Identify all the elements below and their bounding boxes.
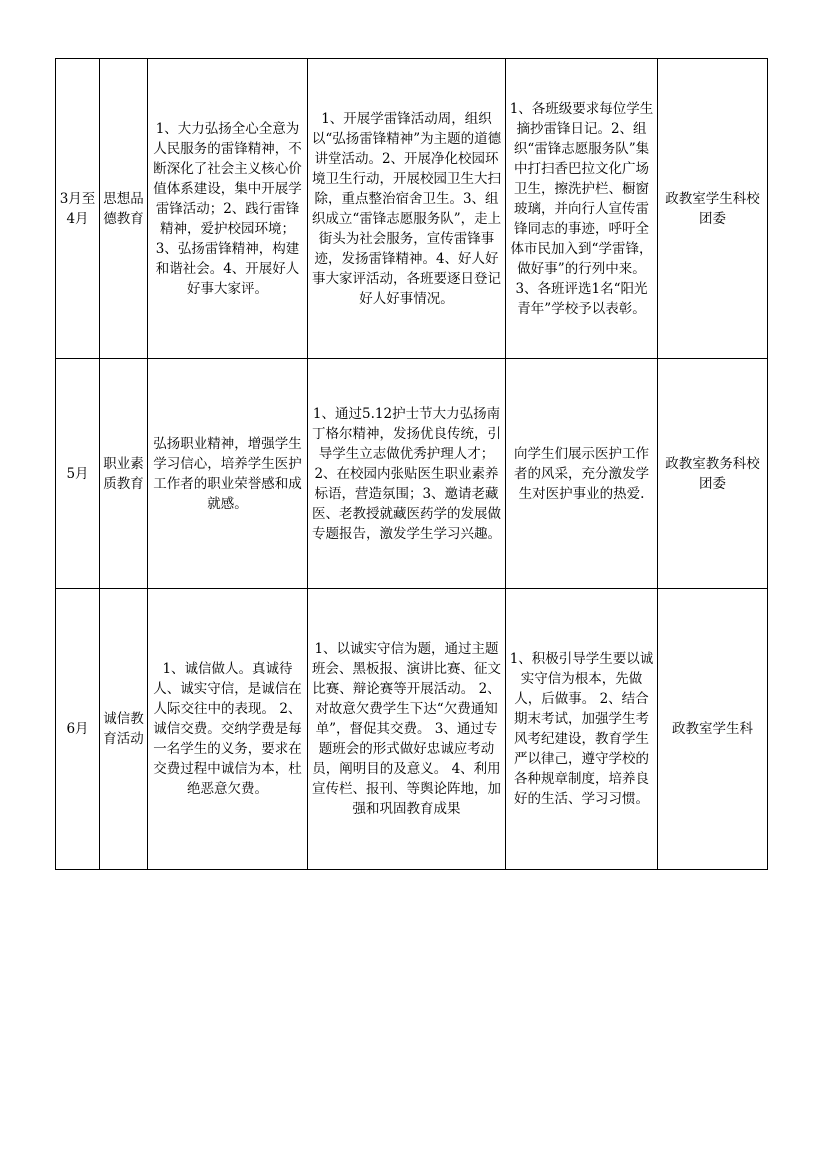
- education-plan-table: [55, 58, 768, 870]
- goal-cell: 1、诚信做人。真诚待人、诚实守信，是诚信在人际交往中的表现。 2、诚信交费。交纳学费是每一名学生的义务，要求在交费过程中诚信为本，杜绝恶意欠费。: [148, 589, 308, 870]
- requirement-cell: 1、积极引导学生要以诚实守信为根本，先做人，后做事。 2、结合期末考试，加强学生考风考纪建设，教育学生严以律己，遵守学校的各种规章制度，培养良好的生活、学习习惯。: [506, 589, 658, 870]
- topic-cell: 职业素质教育: [100, 359, 148, 589]
- department-cell: 政教室教务科校团委: [658, 359, 768, 589]
- department-cell: 政教室学生科校团委: [658, 59, 768, 359]
- goal-cell: 1、大力弘扬全心全意为人民服务的雷锋精神，不断深化了社会主义核心价值体系建设，集中开展学雷锋活动；2、践行雷锋精神，爱护校园环境；3、弘扬雷锋精神，构建和谐社会。4、开展好人好事大家评。: [148, 59, 308, 359]
- table-row: [56, 359, 768, 589]
- table-row: [56, 59, 768, 359]
- goal-cell: 弘扬职业精神，增强学生学习信心，培养学生医护工作者的职业荣誉感和成就感。: [148, 359, 308, 589]
- topic-cell: 诚信教育活动: [100, 589, 148, 870]
- activity-cell: 1、通过5.12护士节大力弘扬南丁格尔精神，发扬优良传统，引导学生立志做优秀护理人才；2、在校园内张贴医生职业素养标语，营造氛围；3、邀请老藏医、老教授就藏医药学的发展做专题报告，激发学生学习兴趣。: [308, 359, 506, 589]
- month-cell: 3月至4月: [56, 59, 100, 359]
- department-cell: 政教室学生科: [658, 589, 768, 870]
- activity-cell: 1、以诚实守信为题，通过主题班会、黑板报、演讲比赛、征文比赛、辩论赛等开展活动。 2、对故意欠费学生下达“欠费通知单”，督促其交费。 3、通过专题班会的形式做好忠诚应考动员，阐明目的及意义。 4、利用宣传栏、报刊、等舆论阵地，加强和巩固教育成果: [308, 589, 506, 870]
- table-row: [56, 589, 768, 870]
- requirement-cell: 1、各班级要求每位学生摘抄雷锋日记。2、组织“雷锋志愿服务队”集中打扫香巴拉文化广场卫生，擦洗护栏、橱窗玻璃，并向行人宣传雷锋同志的事迹，呼吁全体市民加入到“学雷锋，做好事”的行列中来。3、各班评选1名“阳光青年”学校予以表彰。: [506, 59, 658, 359]
- requirement-cell: 向学生们展示医护工作者的风采，充分激发学生对医护事业的热爱.: [506, 359, 658, 589]
- month-cell: 6月: [56, 589, 100, 870]
- month-cell: 5月: [56, 359, 100, 589]
- activity-cell: 1、开展学雷锋活动周，组织以“弘扬雷锋精神”为主题的道德讲堂活动。2、开展净化校园环境卫生行动，开展校园卫生大扫除，重点整治宿舍卫生。3、组织成立“雷锋志愿服务队”，走上街头为社会服务，宣传雷锋事迹，发扬雷锋精神。4、好人好事大家评活动，各班要逐日登记好人好事情况。: [308, 59, 506, 359]
- topic-cell: 思想品德教育: [100, 59, 148, 359]
